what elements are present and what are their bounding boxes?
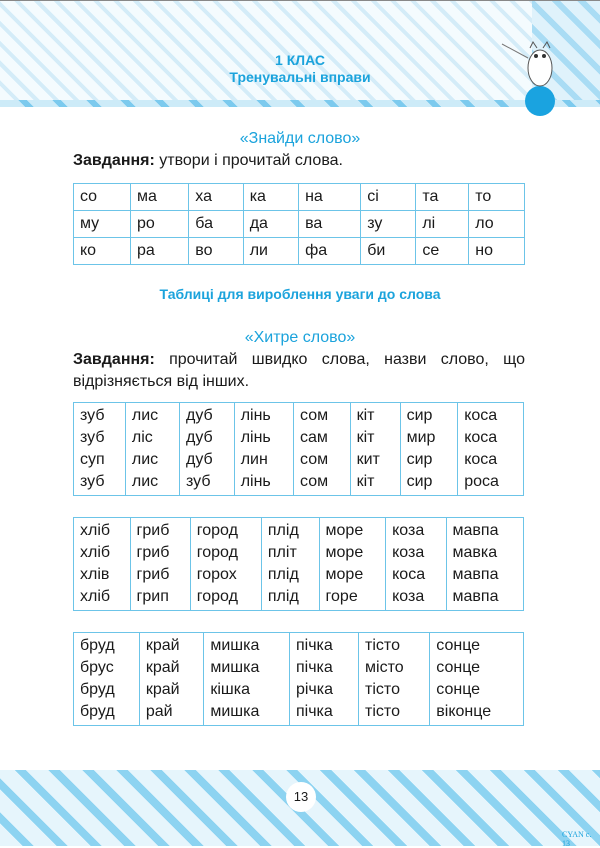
top-line (0, 0, 600, 1)
word: пічка (295, 637, 333, 654)
word: пліт (267, 544, 297, 561)
word: місто (365, 659, 404, 676)
word: сонце (436, 681, 481, 698)
syllable-cell: ло (469, 211, 525, 238)
word-column (74, 633, 140, 726)
word: мавпа (452, 588, 499, 605)
word: лис (131, 451, 159, 468)
word: рай (145, 703, 173, 720)
word-column (204, 633, 290, 726)
word: гриб (136, 522, 170, 539)
section-subtitle: Тренувальні вправи (229, 69, 371, 85)
word-column (180, 403, 235, 496)
word-column (350, 403, 400, 496)
syllable-cell: фа (299, 238, 361, 265)
word: лінь (240, 407, 271, 424)
word: сир (406, 407, 433, 424)
syllable-cell: се (416, 238, 469, 265)
word: хліб (80, 522, 111, 539)
word: горох (196, 566, 237, 583)
word-table-1 (73, 402, 524, 496)
word: город (196, 588, 238, 605)
word: сонце (436, 659, 481, 676)
syllable-cell: то (469, 184, 525, 211)
word: бруд (80, 681, 115, 698)
syllable-cell: ко (74, 238, 131, 265)
word: зуб (80, 473, 105, 490)
syllable-cell: ха (189, 184, 243, 211)
word: зуб (186, 473, 211, 490)
word: город (196, 544, 238, 561)
word: горе (325, 588, 358, 605)
word: мишка (210, 703, 260, 720)
word: дуб (186, 429, 213, 446)
syllable-row (74, 211, 525, 238)
word: плід (267, 566, 299, 583)
word-column (234, 403, 293, 496)
syllable-cell: но (469, 238, 525, 265)
word: дуб (186, 451, 213, 468)
word: дуб (186, 407, 213, 424)
word: коса (464, 407, 498, 424)
syllable-cell: на (299, 184, 361, 211)
word: кит (356, 451, 380, 468)
word: коза (392, 588, 425, 605)
word-column (139, 633, 204, 726)
word: кіт (356, 407, 375, 424)
word: коза (392, 544, 425, 561)
word: кіт (356, 473, 375, 490)
word-column (74, 518, 131, 611)
word: гриб (136, 544, 170, 561)
syllable-cell: со (74, 184, 131, 211)
word: мир (406, 429, 436, 446)
syllable-cell: ба (189, 211, 243, 238)
syllable-cell: та (416, 184, 469, 211)
word: тісто (365, 681, 400, 698)
syllable-cell: ли (243, 238, 298, 265)
word-column (386, 518, 446, 611)
word: город (196, 522, 238, 539)
word: хліб (80, 544, 111, 561)
word: кіт (356, 429, 375, 446)
syllable-table (73, 183, 525, 265)
word: лис (131, 473, 159, 490)
word: плід (267, 522, 299, 539)
word: тісто (365, 703, 400, 720)
word: лин (240, 451, 268, 468)
word: сам (300, 429, 328, 446)
word: сир (406, 473, 433, 490)
word: пічка (295, 703, 333, 720)
word-column (446, 518, 524, 611)
word: сонце (436, 637, 481, 654)
syllable-cell: би (361, 238, 416, 265)
word-column (261, 518, 319, 611)
exercise-title-tricky-word: «Хитре слово» (244, 329, 356, 346)
header-strip (0, 100, 600, 107)
word: сом (300, 473, 329, 490)
word: коза (392, 522, 425, 539)
syllable-cell: зу (361, 211, 416, 238)
word: тісто (365, 637, 400, 654)
word: грип (136, 588, 169, 605)
word: край (145, 659, 180, 676)
word-column (430, 633, 524, 726)
syllable-row (74, 238, 525, 265)
word: море (325, 544, 364, 561)
word: віконце (436, 703, 492, 720)
syllable-cell: ва (299, 211, 361, 238)
word: зуб (80, 407, 105, 424)
word: край (145, 637, 180, 654)
word-column (458, 403, 524, 496)
grade-label: 1 КЛАС (275, 52, 325, 68)
task-text: прочитай швидко слова, назви слово, що відрізняється від інших. (73, 351, 525, 390)
page-number: 13 (286, 782, 316, 812)
word: ліс (131, 429, 153, 446)
word: лінь (240, 473, 271, 490)
word-table-2 (73, 517, 524, 611)
word: мишка (210, 659, 260, 676)
word: мишка (210, 637, 260, 654)
word: бруд (80, 637, 115, 654)
tables-title: Таблиці для вироблення уваги до слова (159, 286, 441, 302)
word: сом (300, 451, 329, 468)
word: море (325, 566, 364, 583)
word: коса (464, 429, 498, 446)
word: сом (300, 407, 329, 424)
syllable-cell: ро (131, 211, 189, 238)
syllable-cell: ма (131, 184, 189, 211)
word: суп (80, 451, 105, 468)
task-find-word (73, 150, 525, 172)
word-column (359, 633, 430, 726)
syllable-row (74, 184, 525, 211)
exercise-title-find-word: «Знайди слово» (239, 130, 361, 147)
syllable-cell: во (189, 238, 243, 265)
word: коса (392, 566, 426, 583)
word: коса (464, 451, 498, 468)
word-column (74, 403, 126, 496)
task-text: утвори і прочитай слова. (154, 152, 343, 169)
word: бруд (80, 703, 115, 720)
word: зуб (80, 429, 105, 446)
syllable-cell: ка (243, 184, 298, 211)
word: мавпа (452, 566, 499, 583)
word: хлів (80, 566, 110, 583)
word: край (145, 681, 180, 698)
word-table-3 (73, 632, 524, 726)
syllable-cell: да (243, 211, 298, 238)
word-column (289, 633, 358, 726)
word-column (125, 403, 179, 496)
task-label: Завдання: (73, 351, 155, 368)
word: лінь (240, 429, 271, 446)
task-label: Завдання: (73, 152, 155, 169)
word-column (319, 518, 386, 611)
word: роса (464, 473, 499, 490)
word: лис (131, 407, 159, 424)
syllable-cell: сі (361, 184, 416, 211)
word-column (130, 518, 190, 611)
owl-illustration (500, 38, 560, 96)
word-column (400, 403, 458, 496)
word: пічка (295, 659, 333, 676)
word: море (325, 522, 364, 539)
syllable-cell: му (74, 211, 131, 238)
word-column (294, 403, 351, 496)
word: сир (406, 451, 433, 468)
syllable-cell: лі (416, 211, 469, 238)
word: брус (80, 659, 114, 676)
word-column (190, 518, 261, 611)
word: плід (267, 588, 299, 605)
word: мавка (452, 544, 498, 561)
word: хліб (80, 588, 111, 605)
print-mark: CYAN с. 13 (562, 830, 592, 848)
task-tricky-word (73, 349, 525, 393)
word: річка (295, 681, 334, 698)
word: мавпа (452, 522, 499, 539)
word: кішка (210, 681, 250, 698)
word: гриб (136, 566, 170, 583)
syllable-cell: ра (131, 238, 189, 265)
